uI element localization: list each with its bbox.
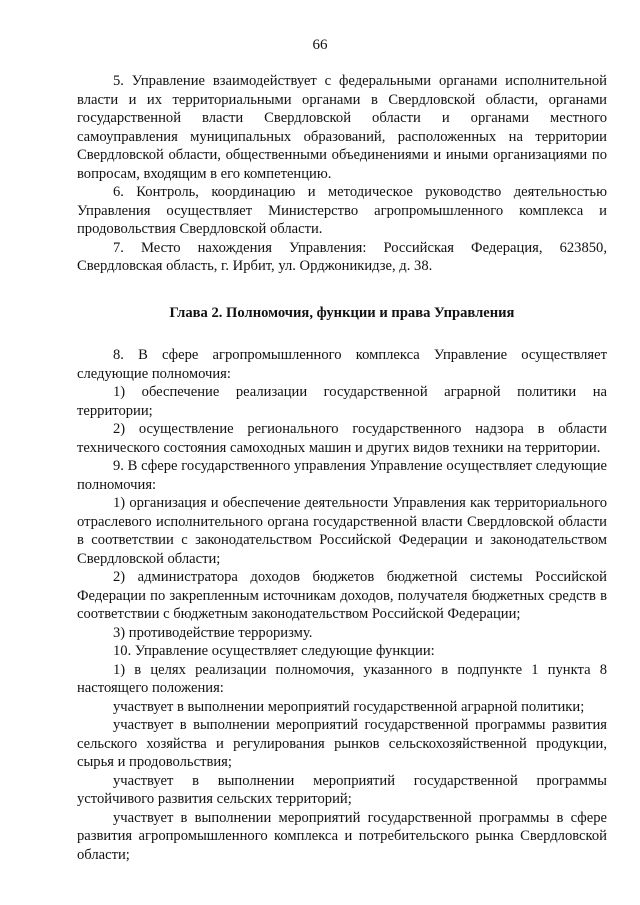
paragraph-5: 5. Управление взаимодействует с федеральными органами исполнительной власти и их территориальными органами в Свердловской области, органами государственной власти Свердловской области и органами местного самоуправления муниципальных образований, расположенных на территории Свердловской области, общественными объединениями и иными организациями по вопросам, входящим в его компетенцию.	[77, 73, 607, 182]
function-item: участвует в выполнении мероприятий государственной программы устойчивого развития сельских территорий;	[77, 772, 607, 807]
paragraph-8: 8. В сфере агропромышленного комплекса Управление осуществляет следующие полномочия:	[77, 347, 607, 382]
function-item: участвует в выполнении мероприятий государственной аграрной политики;	[113, 698, 585, 715]
paragraph-9: 9. В сфере государственного управления Управление осуществляет следующие полномочия:	[77, 458, 607, 493]
paragraph-10-item-1: 1) в целях реализации полномочия, указанного в подпункте 1 пункта 8 настоящего положения:	[77, 661, 607, 696]
document-body	[77, 72, 607, 864]
function-item: участвует в выполнении мероприятий государственной программы развития сельского хозяйства и регулирования рынков сельскохозяйственной продукции, сырья и продовольствия;	[77, 717, 607, 770]
paragraph-9-item-2: 2) администратора доходов бюджетов бюджетной системы Российской Федерации по закрепленным источникам доходов, получателя бюджетных средств в соответствии с бюджетным законодательством Российской Федерации;	[77, 569, 607, 622]
function-item: участвует в выполнении мероприятий государственной программы в сфере развития агропромышленного комплекса и потребительского рынка Свердловской области;	[77, 809, 607, 863]
paragraph-8-item-1: 1) обеспечение реализации государственной аграрной политики на территории;	[77, 384, 607, 419]
paragraph-7: 7. Место нахождения Управления: Российская Федерация, 623850, Свердловская область, г. Ирбит, ул. Орджоникидзе, д. 38.	[77, 239, 607, 274]
chapter-heading: Глава 2. Полномочия, функции и права Управления	[169, 304, 515, 321]
paragraph-9-item-1: 1) организация и обеспечение деятельности Управления как территориального отраслевого исполнительного органа государственной власти Свердловской области в соответствии с законодательством Российской Федерации и законодательством Свердловской области;	[77, 495, 607, 567]
paragraph-6: 6. Контроль, координацию и методическое руководство деятельностью Управления осуществляет Министерство агропромышленного комплекса и продовольствия Свердловской области.	[77, 184, 607, 237]
page-number: 66	[312, 37, 328, 53]
paragraph-10: 10. Управление осуществляет следующие функции:	[113, 643, 435, 659]
paragraph-9-item-3: 3) противодействие терроризму.	[113, 624, 313, 641]
paragraph-8-item-2: 2) осуществление регионального государственного надзора в области технического состояния самоходных машин и других видов техники на территории.	[77, 421, 607, 456]
